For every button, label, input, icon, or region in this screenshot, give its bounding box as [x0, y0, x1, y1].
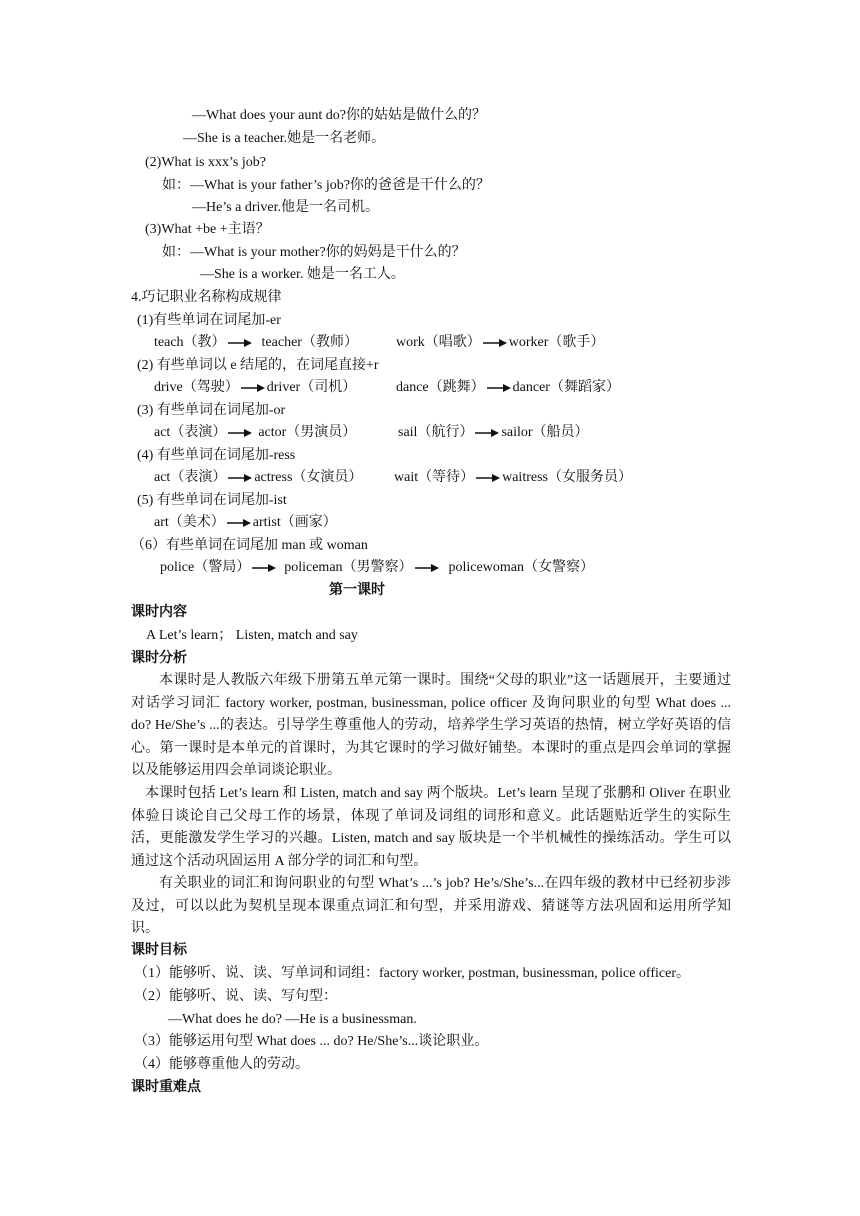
- example-row: act（表演） actress（女演员）: [154, 470, 363, 485]
- text-line: 如：—What is your father’s job?你的爸爸是干什么的？: [162, 178, 490, 193]
- example-row: police（警局） policeman（男警察） policewoman（女警察）: [160, 560, 594, 575]
- text-line: —He’s a driver.他是一名司机。: [192, 200, 380, 215]
- section-heading: 课时内容: [131, 605, 187, 620]
- text-line: 如：—What is your mother?你的妈妈是干什么的？: [162, 245, 466, 260]
- text-line: (3)What +be +主语？: [145, 222, 270, 237]
- arrow-icon: [228, 338, 252, 348]
- text-line: —What does your aunt do?你的姑姑是做什么的？: [192, 108, 486, 123]
- example-row: wait（等待） waitress（女服务员）: [394, 470, 632, 485]
- arrow-icon: [415, 563, 439, 573]
- example-row: act（表演） actor（男演员）: [154, 425, 357, 440]
- arrow-icon: [252, 563, 276, 573]
- example-row: dance（跳舞） dancer（舞蹈家）: [396, 380, 620, 395]
- lesson-content: A Let’s learn； Listen, match and say: [146, 628, 358, 643]
- rule-heading: (4) 有些单词在词尾加-ress: [137, 448, 296, 463]
- lesson-title: 第一课时: [329, 583, 385, 598]
- arrow-icon: [483, 338, 507, 348]
- section-heading: 课时目标: [131, 943, 187, 958]
- arrow-icon: [475, 428, 499, 438]
- rule-heading: (1)有些单词在词尾加-er: [137, 313, 281, 328]
- example-row: art（美术） artist（画家）: [154, 515, 337, 530]
- arrow-icon: [487, 383, 511, 393]
- text-line: —She is a teacher.她是一名老师。: [183, 131, 386, 146]
- goal-item: （2）能够听、说、读、写句型：: [134, 989, 337, 1004]
- example-row: sail（航行） sailor（船员）: [398, 425, 589, 440]
- goal-item: （3）能够运用句型 What does ... do? He/She’s...谈论职业。: [134, 1034, 489, 1049]
- rule-heading: (3) 有些单词在词尾加-or: [137, 403, 286, 418]
- arrow-icon: [241, 383, 265, 393]
- analysis-paragraph: 本课时包括 Let’s learn 和 Listen, match and say 两个版块。Let’s learn 呈现了张鹏和 Oliver 在职业体验日谈论自己父母工作的场景，体现了单词及词组的词形和意义。此话题贴近学生的实际生活，更能激发学生学习的兴趣。Listen, match and say 版块是一个半机械性的操练活动。学生可以通过这个活动巩固运用 A 部分学的词汇和句型。: [131, 786, 731, 869]
- analysis-paragraph: 本课时是人教版六年级下册第五单元第一课时。围绕“父母的职业”这一话题展开，主要通过对话学习词汇 factory worker, postman, businessman, police officer 及询问职业的句型 What does ... do? He/She’s ...的表达。引导学生尊重他人的劳动，培养学生学习英语的热情，树立学好英语的信心。第一课时是本单元的首课时，为其它课时的学习做好铺垫。本课时的重点是四会单词的掌握以及能够运用四会单词谈论职业。: [131, 673, 731, 778]
- example-row: work（唱歌） worker（歌手）: [396, 335, 605, 350]
- arrow-icon: [476, 473, 500, 483]
- analysis-paragraph: 有关职业的词汇和询问职业的句型 What’s ...’s job? He’s/She’s...在四年级的教材中已经初步涉及过，可以以此为契机呈现本课重点词汇和句型，并采用游戏、猜谜等方法巩固和运用所学知识。: [131, 876, 731, 936]
- goal-item: —What does he do? —He is a businessman.: [168, 1012, 417, 1027]
- section-heading: 课时重难点: [131, 1080, 201, 1095]
- rule-heading: (2) 有些单词以 e 结尾的，在词尾直接+r: [137, 358, 379, 373]
- goal-item: （1）能够听、说、读、写单词和词组：factory worker, postman, businessman, police officer。: [134, 966, 690, 981]
- section-heading: 4.巧记职业名称构成规律: [131, 290, 282, 305]
- example-row: teach（教） teacher（教师）: [154, 335, 358, 350]
- rule-heading: (5) 有些单词在词尾加-ist: [137, 493, 287, 508]
- text-line: —She is a worker. 她是一名工人。: [200, 267, 405, 282]
- arrow-icon: [228, 473, 252, 483]
- text-line: (2)What is xxx’s job?: [145, 155, 266, 170]
- section-heading: 课时分析: [131, 651, 187, 666]
- rule-heading: （6）有些单词在词尾加 man 或 woman: [131, 538, 368, 553]
- goal-item: （4）能够尊重他人的劳动。: [134, 1057, 309, 1072]
- example-row: drive（驾驶） driver（司机）: [154, 380, 357, 395]
- arrow-icon: [228, 428, 252, 438]
- arrow-icon: [227, 518, 251, 528]
